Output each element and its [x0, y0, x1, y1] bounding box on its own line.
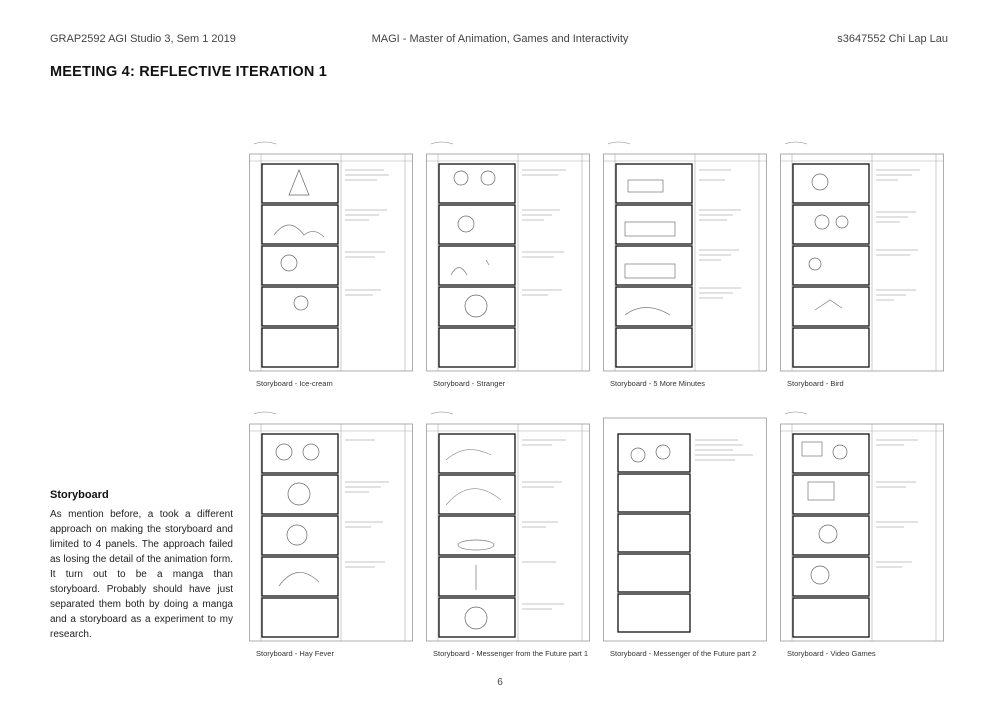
storyboard-caption-messenger-part-2: Storyboard - Messenger of the Future part 2 [610, 649, 757, 658]
storyboard-image-stranger [426, 140, 590, 372]
notes-heading: Storyboard [50, 489, 109, 501]
page-title: MEETING 4: REFLECTIVE ITERATION 1 [50, 64, 328, 80]
storyboard-caption-ice-cream: Storyboard - Ice-cream [256, 379, 333, 388]
storyboard-image-messenger-part-2 [603, 410, 767, 642]
storyboard-image-video-games [780, 410, 944, 642]
notes-body: As mention before, a took a different approach on making the storyboard and limited to 4 panels. The approach failed as losing the detail of the animation form. It turn out to be a manga than storyboard. Probably should have just separated them both by doing a manga and a storyboard as a experiment to my research. [50, 509, 233, 640]
storyboard-image-bird [780, 140, 944, 372]
storyboard-caption-messenger-part-1: Storyboard - Messenger from the Future part 1 [433, 649, 589, 658]
storyboard-caption-bird: Storyboard - Bird [787, 379, 844, 388]
header-course: GRAP2592 AGI Studio 3, Sem 1 2019 [50, 33, 236, 45]
storyboard-image-5-more-minutes [603, 140, 767, 372]
storyboard-image-ice-cream [249, 140, 413, 372]
storyboard-image-messenger-part-1 [426, 410, 590, 642]
storyboard-notes [50, 489, 233, 642]
header-program: MAGI - Master of Animation, Games and Interactivity [371, 33, 629, 45]
storyboard-caption-hay-fever: Storyboard - Hay Fever [256, 649, 334, 658]
storyboard-caption-5-more-minutes: Storyboard - 5 More Minutes [610, 379, 706, 388]
storyboard-image-hay-fever [249, 410, 413, 642]
storyboard-caption-video-games: Storyboard - Video Games [787, 649, 876, 658]
page-number: 6 [497, 677, 503, 688]
storyboard-caption-stranger: Storyboard - Stranger [433, 379, 506, 388]
header-student: s3647552 Chi Lap Lau [837, 33, 948, 45]
